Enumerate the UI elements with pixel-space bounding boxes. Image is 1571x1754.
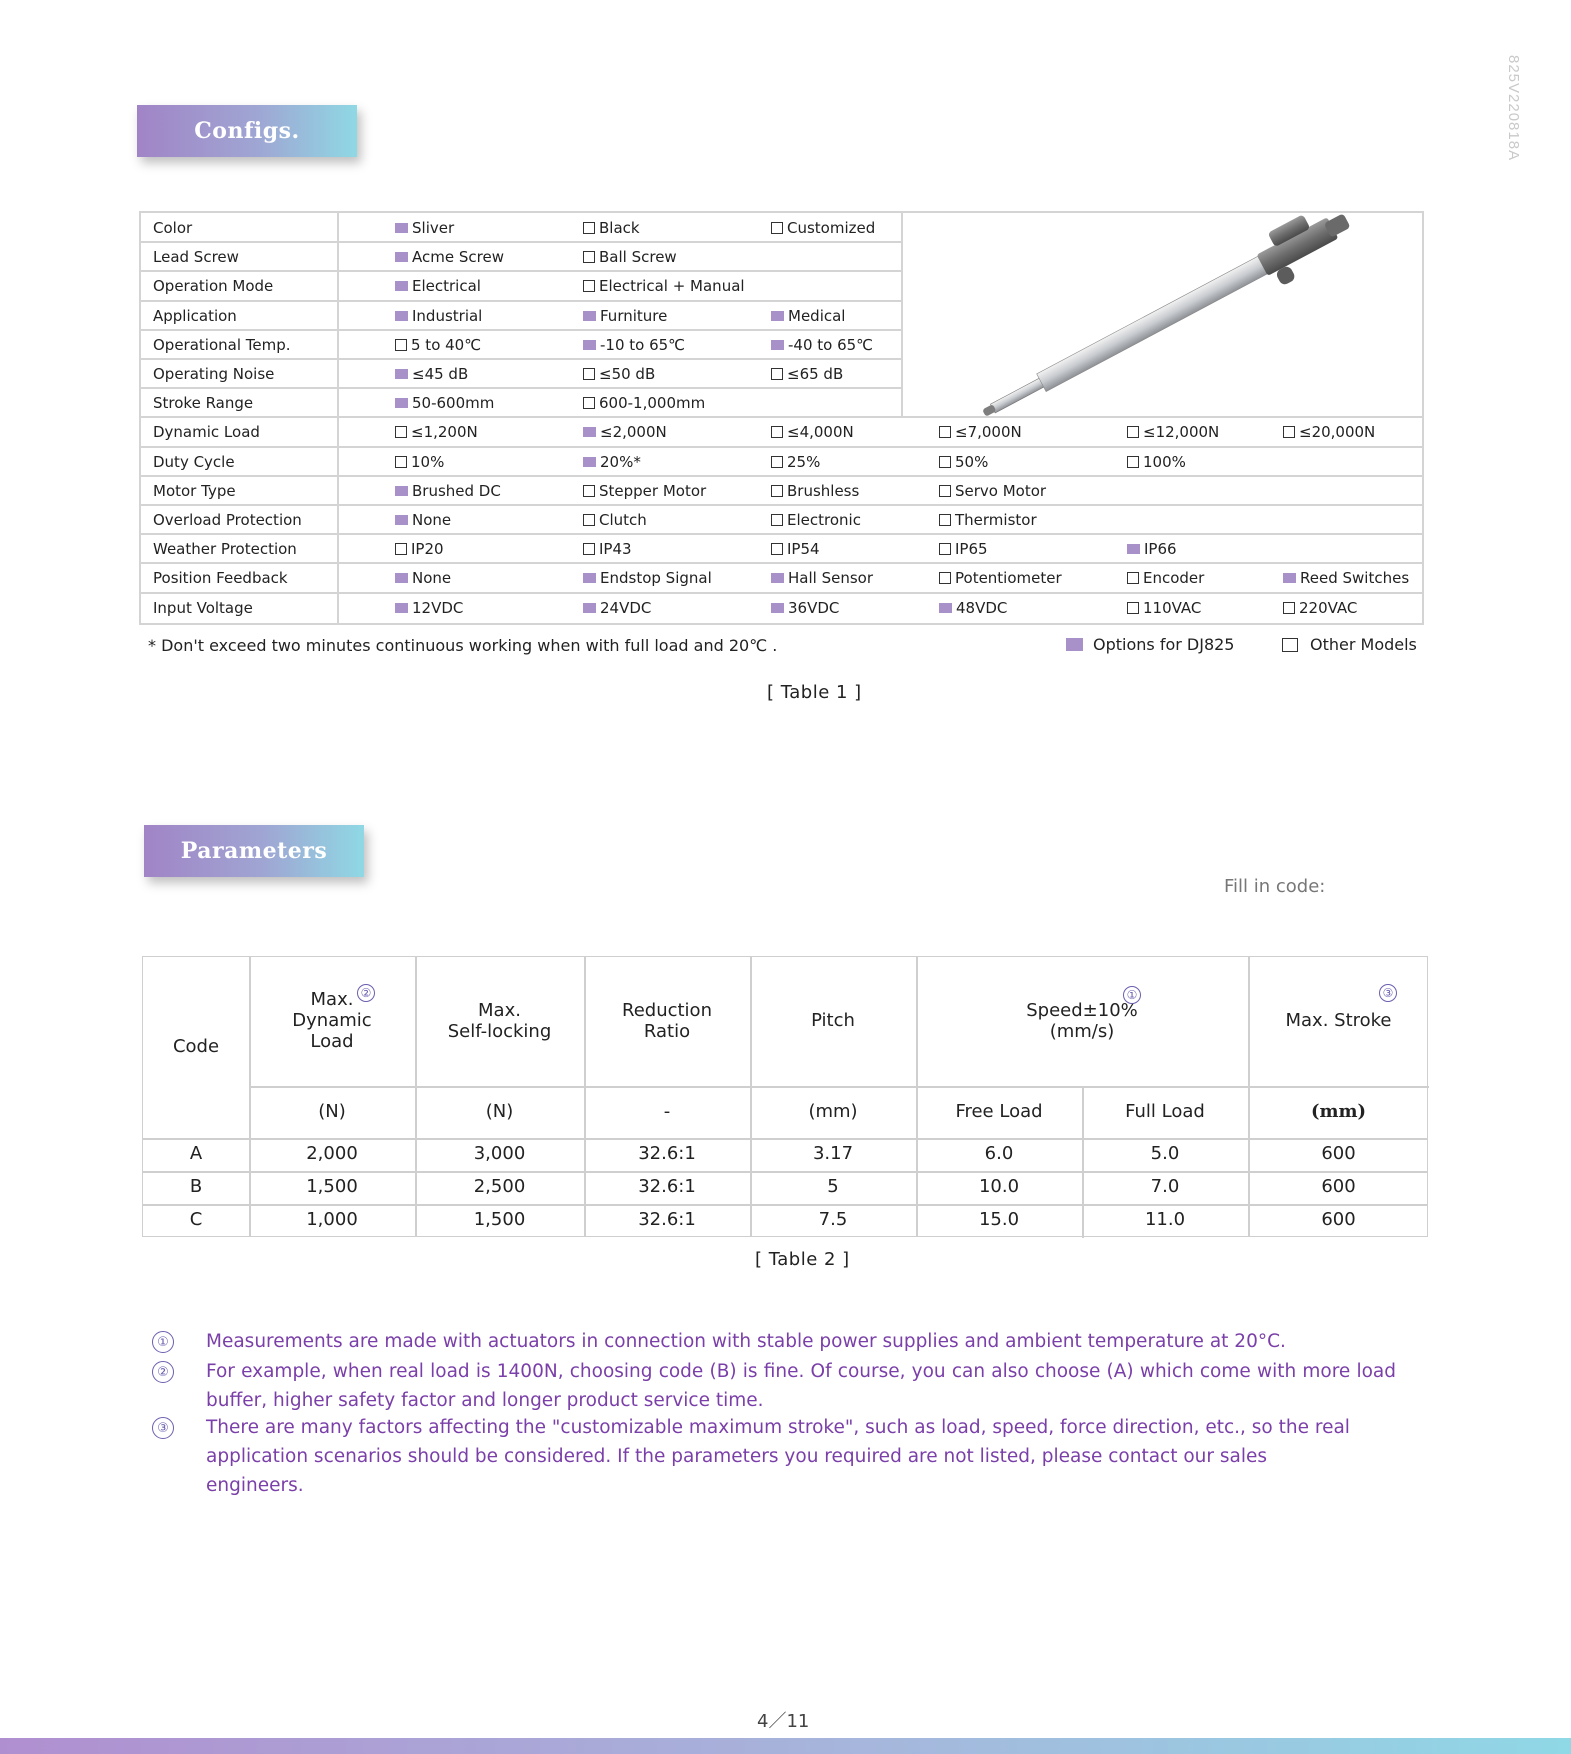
filled-square-icon [583, 311, 596, 321]
legend-empty-swatch [1282, 638, 1298, 652]
param-cell-self-lock: 1,500 [473, 1209, 526, 1231]
config-option-label: Customized [787, 219, 876, 237]
config-row-label: Operational Temp. [153, 335, 291, 354]
filled-square-icon [395, 573, 408, 583]
config-option-label: 220VAC [1299, 598, 1358, 617]
param-cell-load: 1,000 [306, 1209, 358, 1231]
note-2: For example, when real load is 1400N, choosing code (B) is fine. Of course, you can also choose (A) which come with more load buffer, higher safety factor and longer product service time. [206, 1361, 1396, 1411]
header-pitch: Pitch [811, 1010, 855, 1032]
empty-checkbox-icon [583, 485, 595, 497]
page-number: 4／11 [757, 1711, 810, 1732]
config-option [583, 453, 641, 471]
config-option [939, 482, 1046, 500]
config-option [939, 569, 1062, 587]
empty-checkbox-icon [1283, 426, 1295, 438]
empty-checkbox-icon [939, 485, 951, 497]
config-option-label: IP20 [411, 540, 444, 559]
param-cell-free: 10.0 [978, 1176, 1020, 1198]
config-row [141, 330, 1422, 359]
param-cell-self-lock: 3,000 [473, 1143, 526, 1165]
config-row-label: Overload Protection [153, 511, 302, 529]
legend-options-label: Options for DJ825 [1093, 635, 1235, 654]
row-divider [141, 504, 1424, 506]
config-row [141, 242, 1422, 271]
config-option-label: Potentiometer [955, 569, 1062, 588]
row-divider [141, 533, 1424, 535]
config-option [395, 569, 451, 587]
config-row [141, 563, 1422, 592]
row-divider [141, 387, 903, 389]
config-option-label: Acme Screw [412, 248, 504, 267]
config-option-label: -40 to 65℃ [788, 335, 874, 354]
config-row-label: Application [153, 306, 237, 325]
config-row-label: Position Feedback [153, 569, 288, 588]
config-option-label: 20%* [600, 452, 641, 471]
note-2-icon: ② [152, 1361, 174, 1383]
empty-checkbox-icon [939, 456, 951, 468]
legend-other [1282, 635, 1417, 654]
row-divider [141, 300, 903, 302]
empty-checkbox-icon [771, 222, 783, 234]
unit-free-load: Free Load [955, 1100, 1043, 1122]
config-option [1127, 569, 1204, 587]
config-row [141, 271, 1422, 300]
config-option [1127, 423, 1219, 441]
param-cell-stroke: 600 [1321, 1143, 1356, 1165]
config-option-label: ≤4,000N [787, 423, 854, 442]
config-option [939, 453, 988, 471]
filled-square-icon [395, 311, 408, 321]
filled-square-icon [395, 398, 408, 408]
empty-checkbox-icon [771, 368, 783, 380]
row-divider [141, 270, 903, 272]
config-option [583, 365, 655, 383]
config-row-label: Lead Screw [153, 248, 239, 267]
config-option-label: ≤50 dB [599, 365, 656, 383]
config-option-label: Brushed DC [412, 481, 501, 500]
config-option-label: Industrial [412, 306, 483, 325]
config-option-label: 50% [955, 452, 989, 471]
config-option [583, 423, 667, 441]
filled-square-icon [771, 573, 784, 583]
param-cell-free: 15.0 [978, 1209, 1020, 1231]
param-cell-pitch: 3.17 [812, 1143, 854, 1165]
config-row-label: Weather Protection [153, 540, 297, 559]
filled-square-icon [939, 603, 952, 613]
config-option [771, 482, 859, 500]
config-option-label: Black [599, 219, 640, 237]
config-option-label: Hall Sensor [788, 569, 873, 588]
legend-filled-swatch [1066, 638, 1083, 651]
config-option-label: ≤12,000N [1143, 423, 1220, 442]
filled-square-icon [583, 427, 596, 437]
config-option-label: Clutch [599, 511, 647, 529]
header-max-dynamic-load: Max. Dynamic Load [292, 989, 372, 1052]
empty-checkbox-icon [1127, 602, 1139, 614]
empty-checkbox-icon [395, 543, 407, 555]
fill-in-code-label: Fill in code: [1224, 876, 1326, 897]
param-cell-stroke: 600 [1321, 1176, 1356, 1198]
config-option-label: 50-600mm [412, 394, 495, 413]
filled-square-icon [583, 457, 596, 467]
row-divider [141, 475, 1424, 477]
config-option-label: IP54 [787, 540, 820, 559]
config-row [141, 534, 1422, 563]
config-option [1127, 453, 1186, 471]
config-option-label: None [412, 569, 452, 588]
config-row [141, 388, 1422, 417]
config-option [939, 540, 988, 558]
empty-checkbox-icon [395, 339, 407, 351]
config-row-label: Stroke Range [153, 394, 254, 413]
param-cell-full: 5.0 [1150, 1143, 1180, 1165]
filled-square-icon [583, 603, 596, 613]
header-speed: Speed±10% (mm/s) [1026, 999, 1138, 1042]
param-cell-ratio: 32.6:1 [638, 1209, 696, 1231]
config-option-label: Electrical + Manual [599, 277, 745, 296]
config-row [141, 301, 1422, 330]
param-cell-pitch: 5 [827, 1176, 839, 1198]
configs-table [139, 211, 1424, 625]
header-reduction-ratio: Reduction Ratio [622, 999, 712, 1042]
column-divider [337, 213, 339, 623]
parameters-title: Parameters [144, 825, 364, 877]
bottom-gradient-bar [0, 1738, 1571, 1754]
config-option [1127, 599, 1201, 617]
config-option-label: ≤2,000N [600, 423, 667, 442]
unit-full-load: Full Load [1125, 1100, 1205, 1122]
note-3: There are many factors affecting the "customizable maximum stroke", such as load, speed, force direction, etc., so the real application scenarios should be considered. If the parameters you required are not listed, please contact our sales engineers. [206, 1417, 1350, 1496]
row-divider [141, 329, 903, 331]
config-option [395, 277, 481, 295]
config-option-label: Endstop Signal [600, 569, 712, 588]
filled-square-icon [1127, 544, 1140, 554]
empty-checkbox-icon [939, 514, 951, 526]
empty-checkbox-icon [583, 514, 595, 526]
empty-checkbox-icon [771, 426, 783, 438]
filled-square-icon [771, 603, 784, 613]
config-option [771, 453, 820, 471]
config-option-label: IP65 [955, 540, 988, 559]
param-cell-free: 6.0 [984, 1143, 1014, 1165]
config-row-label: Input Voltage [153, 598, 253, 617]
unit-ratio: - [663, 1100, 671, 1122]
empty-checkbox-icon [939, 426, 951, 438]
empty-checkbox-icon [583, 397, 595, 409]
config-option [395, 365, 468, 383]
empty-checkbox-icon [1127, 456, 1139, 468]
param-cell-code: B [189, 1176, 203, 1198]
config-option-label: None [412, 511, 452, 529]
config-option-label: Ball Screw [599, 248, 677, 267]
param-cell-full: 7.0 [1150, 1176, 1180, 1198]
config-option [395, 336, 481, 354]
config-option [771, 511, 861, 529]
config-row [141, 359, 1422, 388]
config-option [771, 307, 845, 325]
config-option [771, 540, 820, 558]
config-option-label: Stepper Motor [599, 481, 707, 500]
config-option [395, 394, 494, 412]
config-option-label: ≤45 dB [412, 365, 469, 383]
empty-checkbox-icon [583, 222, 595, 234]
unit-self-locking: (N) [485, 1100, 514, 1122]
config-option [583, 248, 677, 266]
row-divider [141, 358, 903, 360]
config-row [141, 505, 1422, 534]
config-option-label: Medical [788, 306, 846, 325]
config-option [583, 219, 640, 237]
config-option [583, 482, 706, 500]
unit-pitch: (mm) [808, 1100, 858, 1122]
config-option-label: 12VDC [412, 598, 464, 617]
config-option-label: IP43 [599, 540, 632, 559]
image-divider [901, 213, 903, 417]
config-option [583, 307, 667, 325]
note-1: Measurements are made with actuators in connection with stable power supplies and ambient temperature at 20°C. [206, 1331, 1286, 1352]
note-3-icon: ③ [152, 1417, 174, 1439]
config-option-label: Thermistor [955, 511, 1037, 529]
marker-3-icon: ③ [1379, 984, 1397, 1002]
config-option-label: 24VDC [600, 598, 652, 617]
filled-square-icon [395, 603, 408, 613]
param-cell-load: 2,000 [306, 1143, 358, 1165]
row-divider [141, 241, 903, 243]
config-option-label: ≤7,000N [955, 423, 1022, 442]
configs-footnote: * Don't exceed two minutes continuous working when with full load and 20℃ . [148, 636, 778, 655]
config-option-label: IP66 [1144, 540, 1177, 559]
config-option-label: 100% [1143, 452, 1186, 471]
filled-square-icon [395, 281, 408, 291]
config-option [583, 569, 712, 587]
config-option [1127, 540, 1177, 558]
config-option [395, 423, 478, 441]
config-option-label: 600-1,000mm [599, 394, 706, 413]
header-max-self-locking: Max. Self-locking [447, 999, 552, 1042]
config-option-label: Encoder [1143, 569, 1205, 588]
param-cell-stroke: 600 [1321, 1209, 1356, 1231]
legend-other-label: Other Models [1310, 635, 1417, 654]
configs-title: Configs. [137, 105, 357, 157]
config-option [395, 511, 451, 529]
filled-square-icon [395, 223, 408, 233]
filled-square-icon [583, 573, 596, 583]
config-option-label: 36VDC [788, 598, 840, 617]
param-cell-self-lock: 2,500 [473, 1176, 526, 1198]
param-cell-ratio: 32.6:1 [638, 1143, 696, 1165]
config-row [141, 417, 1422, 446]
config-option [583, 599, 651, 617]
config-option [771, 219, 875, 237]
config-option-label: Sliver [412, 219, 455, 237]
legend-options [1066, 635, 1234, 654]
filled-square-icon [771, 311, 784, 321]
empty-checkbox-icon [583, 251, 595, 263]
config-option [395, 482, 501, 500]
config-option-label: 25% [787, 452, 821, 471]
config-option [771, 423, 854, 441]
parameters-table [142, 956, 1428, 1237]
config-option-label: Furniture [600, 306, 668, 325]
config-option [1283, 599, 1357, 617]
filled-square-icon [771, 340, 784, 350]
config-option [771, 569, 873, 587]
unit-stroke: (mm) [1310, 1100, 1367, 1122]
unit-load: (N) [318, 1100, 346, 1122]
empty-checkbox-icon [1283, 602, 1295, 614]
config-option-label: Brushless [787, 481, 860, 500]
empty-checkbox-icon [771, 485, 783, 497]
config-option-label: 110VAC [1143, 598, 1202, 617]
empty-checkbox-icon [583, 368, 595, 380]
row-divider [141, 416, 1424, 418]
param-cell-load: 1,500 [306, 1176, 358, 1198]
empty-checkbox-icon [1127, 426, 1139, 438]
config-option-label: 5 to 40℃ [411, 335, 482, 354]
empty-checkbox-icon [395, 426, 407, 438]
config-option-label: 48VDC [956, 598, 1008, 617]
empty-checkbox-icon [395, 456, 407, 468]
config-option-label: Electrical [412, 277, 481, 296]
config-option [939, 423, 1022, 441]
filled-square-icon [395, 486, 408, 496]
row-divider [141, 592, 1424, 594]
header-code: Code [172, 1036, 220, 1058]
config-option [771, 365, 843, 383]
empty-checkbox-icon [583, 543, 595, 555]
note-1-icon: ① [152, 1331, 174, 1353]
config-row-label: Motor Type [153, 481, 236, 500]
config-option [583, 540, 632, 558]
param-cell-pitch: 7.5 [818, 1209, 848, 1231]
config-option-label: Electronic [787, 511, 861, 529]
filled-square-icon [395, 369, 408, 379]
filled-square-icon [583, 340, 596, 350]
config-row [141, 476, 1422, 505]
config-row-label: Operating Noise [153, 365, 275, 383]
config-option [395, 599, 463, 617]
param-cell-full: 11.0 [1144, 1209, 1186, 1231]
header-max-stroke: Max. Stroke [1285, 1010, 1392, 1032]
table1-caption: [ Table 1 ] [767, 682, 862, 703]
empty-checkbox-icon [939, 572, 951, 584]
config-option-label: ≤1,200N [411, 423, 478, 442]
config-option [395, 307, 482, 325]
config-option [395, 248, 504, 266]
filled-square-icon [1283, 573, 1296, 583]
empty-checkbox-icon [771, 514, 783, 526]
marker-2-icon: ② [357, 984, 375, 1002]
config-option-label: ≤20,000N [1299, 423, 1376, 442]
param-cell-ratio: 32.6:1 [638, 1176, 696, 1198]
marker-1-icon: ① [1123, 986, 1141, 1004]
config-option [395, 453, 444, 471]
config-option [771, 336, 873, 354]
empty-checkbox-icon [771, 456, 783, 468]
row-divider [141, 562, 1424, 564]
config-option [395, 219, 454, 237]
config-row [141, 593, 1422, 622]
config-option [583, 336, 685, 354]
config-option [771, 599, 839, 617]
empty-checkbox-icon [583, 280, 595, 292]
empty-checkbox-icon [771, 543, 783, 555]
param-cell-code: A [189, 1143, 203, 1165]
config-option [939, 599, 1007, 617]
config-option-label: 10% [411, 452, 445, 471]
config-option [583, 394, 705, 412]
empty-checkbox-icon [1127, 572, 1139, 584]
empty-checkbox-icon [939, 543, 951, 555]
config-option [1283, 423, 1375, 441]
config-row-label: Color [153, 219, 193, 237]
config-option [939, 511, 1037, 529]
config-row [141, 447, 1422, 476]
param-cell-code: C [189, 1209, 203, 1231]
filled-square-icon [395, 515, 408, 525]
config-option [583, 511, 647, 529]
config-option-label: -10 to 65℃ [600, 335, 686, 354]
config-option [583, 277, 745, 295]
row-divider [141, 446, 1424, 448]
config-option-label: Servo Motor [955, 481, 1047, 500]
config-row-label: Duty Cycle [153, 452, 235, 471]
config-row-label: Operation Mode [153, 277, 274, 296]
table2-caption: [ Table 2 ] [755, 1249, 850, 1270]
config-option [395, 540, 444, 558]
document-code: 825V220818A [1505, 55, 1522, 162]
config-row-label: Dynamic Load [153, 423, 260, 442]
config-row [141, 213, 1422, 242]
config-option-label: Reed Switches [1300, 569, 1410, 588]
config-option-label: ≤65 dB [787, 365, 844, 383]
config-option [1283, 569, 1409, 587]
filled-square-icon [395, 252, 408, 262]
